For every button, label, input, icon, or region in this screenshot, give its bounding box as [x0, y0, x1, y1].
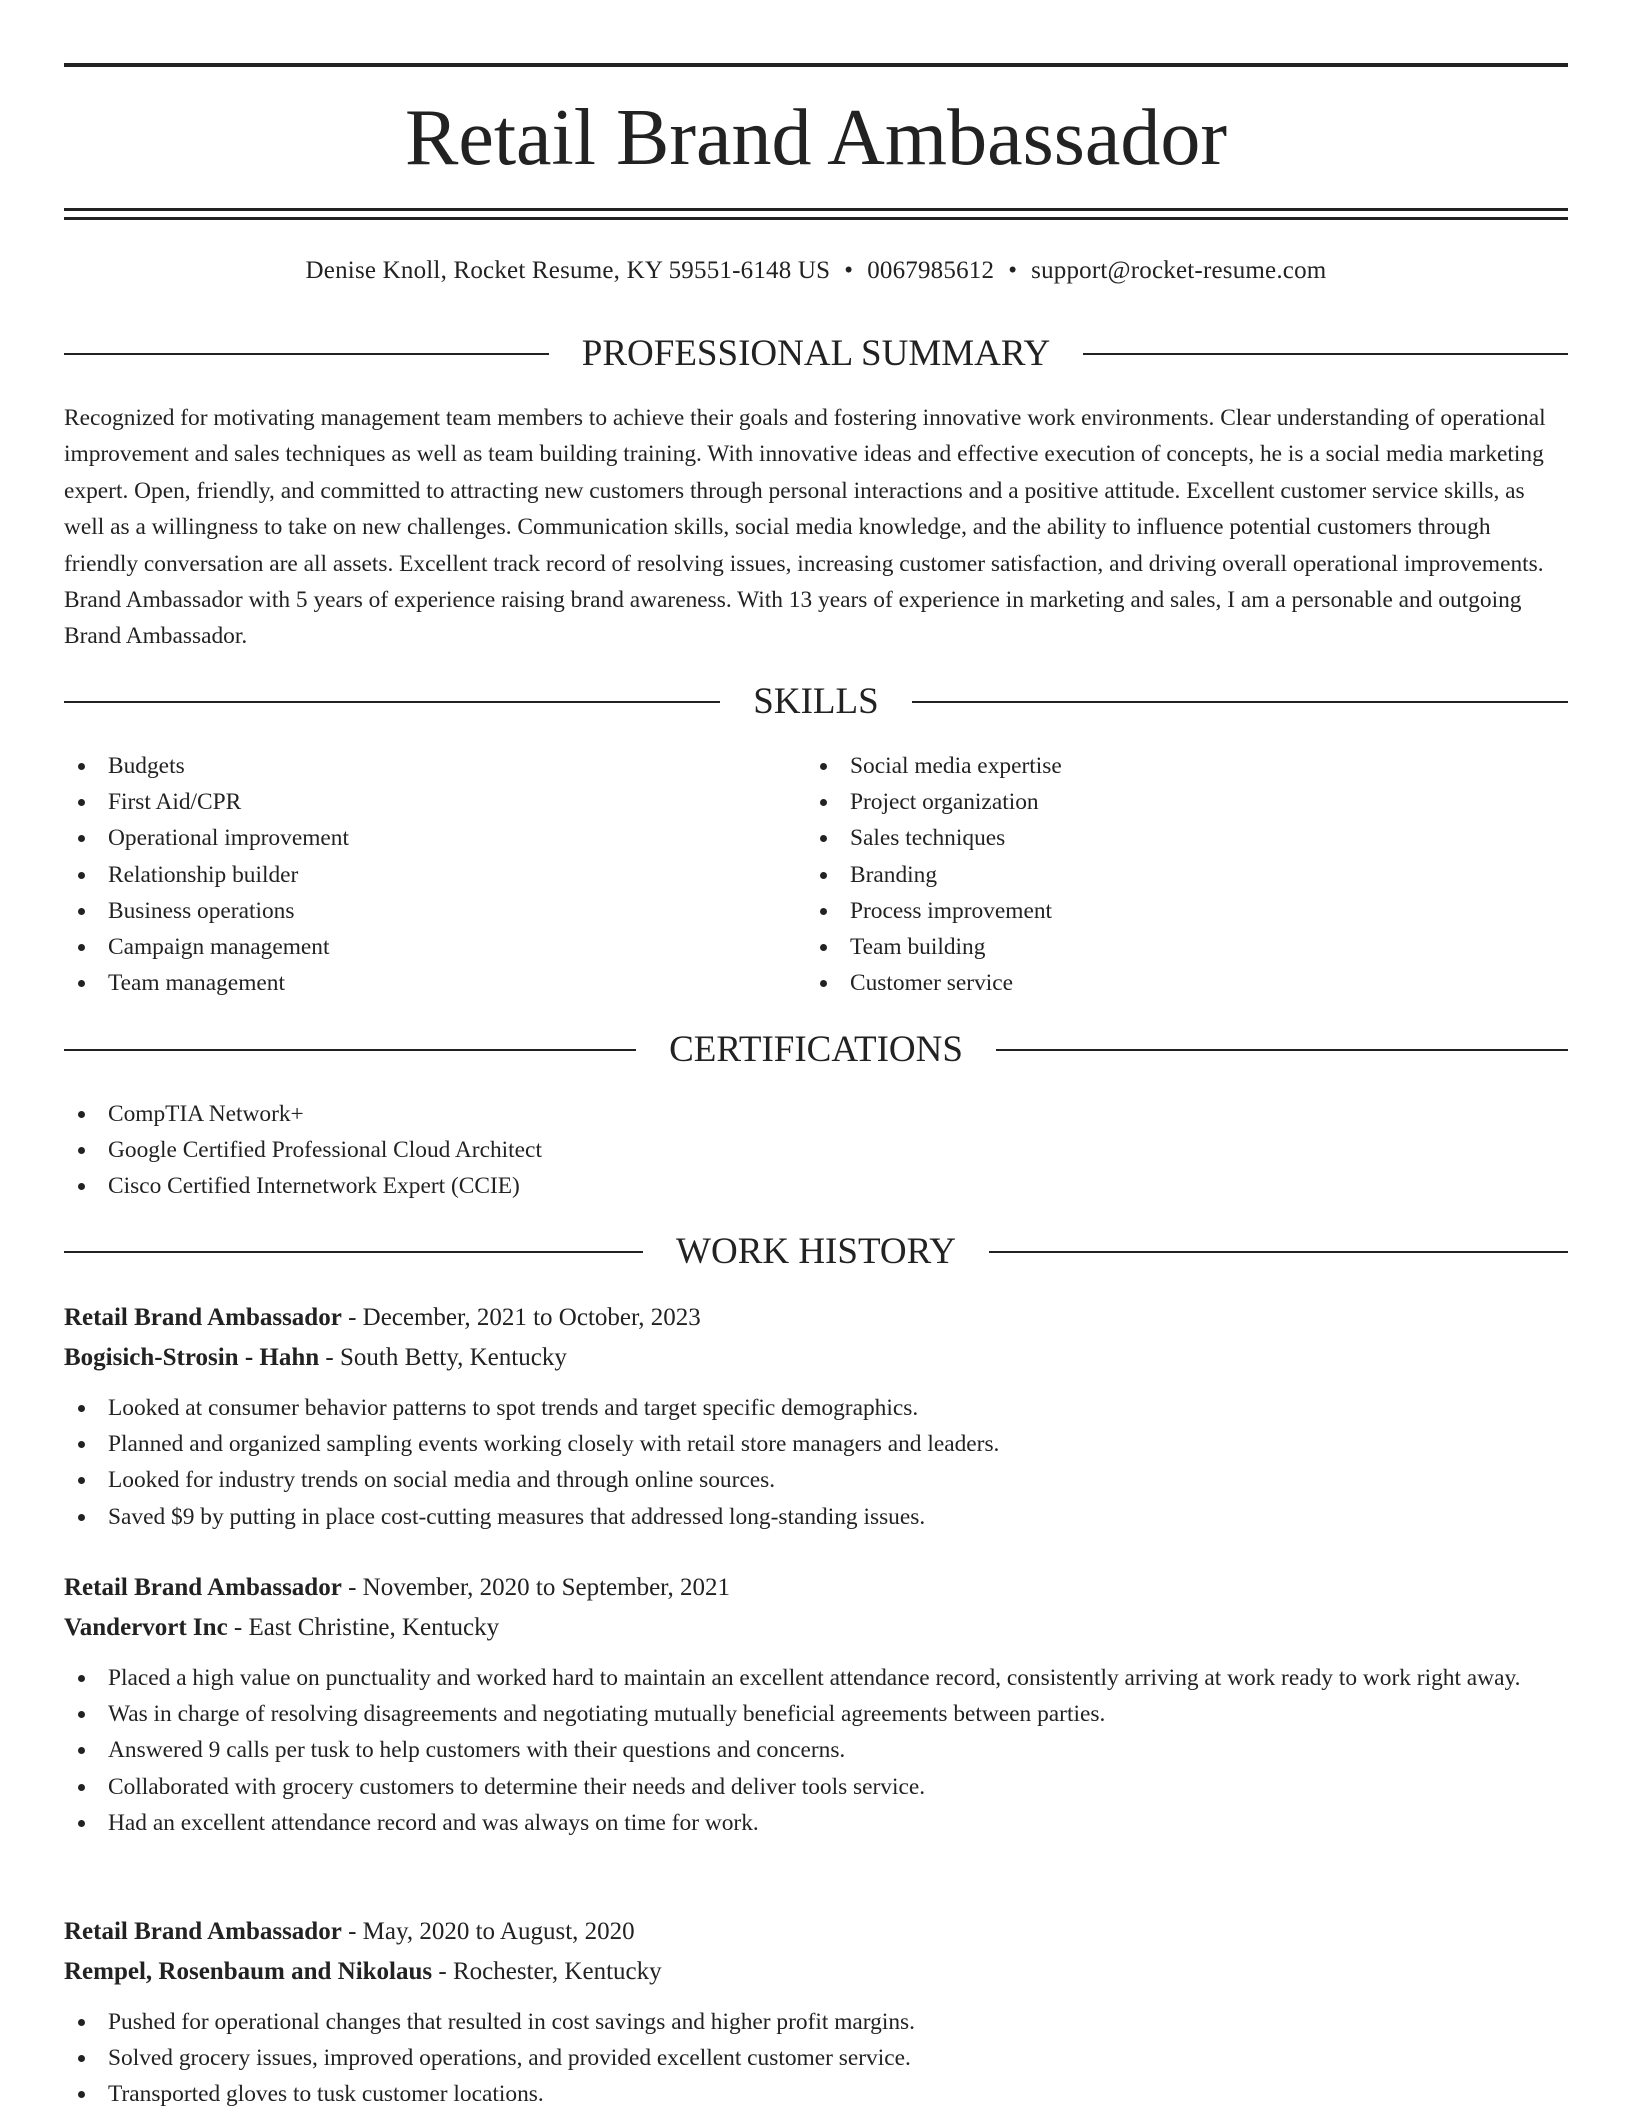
skills-list-right — [806, 748, 1506, 1001]
skill-item: Business operations — [64, 893, 764, 929]
job-title: Retail Brand Ambassador — [64, 1918, 342, 1945]
certification-item: Google Certified Professional Cloud Architect — [64, 1132, 1464, 1168]
job-dates: - May, 2020 to August, 2020 — [341, 1918, 635, 1945]
job-company-line — [64, 1338, 1568, 1378]
job-title-line — [64, 1912, 1568, 1952]
job-bullets — [64, 2004, 1568, 2113]
job-dates: - December, 2021 to October, 2023 — [341, 1304, 701, 1331]
skill-item: Sales techniques — [806, 820, 1506, 856]
heading-rule — [64, 701, 720, 703]
certifications-list — [64, 1096, 1464, 1205]
heading-rule — [989, 1251, 1568, 1253]
work-history-heading-label: WORK HISTORY — [676, 1231, 956, 1272]
skill-item: Relationship builder — [64, 857, 764, 893]
heading-rule — [912, 701, 1568, 703]
job-bullets — [64, 1390, 1568, 1535]
title-double-rule — [64, 208, 1568, 220]
job-bullet: Looked at consumer behavior patterns to spot trends and target specific demographics. — [64, 1390, 1568, 1426]
job-bullet: Looked for industry trends on social media and through online sources. — [64, 1462, 1568, 1498]
job-bullet: Answered 9 calls per tusk to help customers with their questions and concerns. — [64, 1732, 1568, 1768]
job-company-line — [64, 1952, 1568, 1992]
job-bullet: Had an excellent attendance record and was always on time for work. — [64, 1805, 1568, 1841]
contact-phone: 0067985612 — [867, 257, 995, 284]
contact-separator: • — [1008, 257, 1018, 284]
heading-rule — [996, 1049, 1568, 1051]
job-bullets — [64, 1660, 1568, 1841]
skill-item: Campaign management — [64, 929, 764, 965]
skill-item: Team building — [806, 929, 1506, 965]
job-bullet: Planned and organized sampling events working closely with retail store managers and leaders. — [64, 1426, 1568, 1462]
job-location: - South Betty, Kentucky — [319, 1344, 567, 1371]
job-title-line — [64, 1298, 1568, 1338]
job-bullet: Collaborated with grocery customers to determine their needs and deliver tools service. — [64, 1769, 1568, 1805]
summary-text: Recognized for motivating management team members to achieve their goals and fostering innovative work environments. Clear understanding of operational improvement and sales techniques as well as team building training. With innovative ideas and effective execution of concepts, he is a social media marketing expert. Open, friendly, and committed to attracting new customers through personal interactions and a positive attitude. Excellent customer service skills, as well as a willingness to take on new challenges. Communication skills, social media knowledge, and the ability to influence potential customers through friendly conversation are all assets. Excellent track record of resolving issues, increasing customer satisfaction, and driving overall operational improvements. Brand Ambassador with 5 years of experience raising brand awareness. With 13 years of experience in marketing and sales, I am a personable and outgoing Brand Ambassador. — [64, 405, 1546, 650]
certifications-heading-label: CERTIFICATIONS — [669, 1029, 963, 1070]
certification-item: CompTIA Network+ — [64, 1096, 1464, 1132]
job-company: Bogisich-Strosin - Hahn — [64, 1344, 320, 1371]
skill-item: Project organization — [806, 784, 1506, 820]
job-title-line — [64, 1568, 1568, 1608]
contact-address: Denise Knoll, Rocket Resume, KY 59551-6148 US — [305, 257, 831, 284]
job-entry — [64, 1912, 1568, 2113]
skill-item: Process improvement — [806, 893, 1506, 929]
summary-heading-label: PROFESSIONAL SUMMARY — [581, 333, 1051, 374]
summary-heading — [64, 332, 1568, 376]
skill-item: Operational improvement — [64, 820, 764, 856]
contact-separator: • — [844, 257, 854, 284]
job-company: Vandervort Inc — [64, 1614, 228, 1641]
skill-item: First Aid/CPR — [64, 784, 764, 820]
job-bullet: Saved $9 by putting in place cost-cutting measures that addressed long-standing issues. — [64, 1499, 1568, 1535]
skills-heading-label: SKILLS — [753, 681, 879, 722]
heading-rule — [64, 353, 549, 355]
heading-rule — [1083, 353, 1568, 355]
skills-list-left — [64, 748, 764, 1001]
job-title: Retail Brand Ambassador — [64, 1574, 342, 1601]
contact-email: support@rocket-resume.com — [1031, 257, 1327, 284]
skill-item: Branding — [806, 857, 1506, 893]
job-company: Rempel, Rosenbaum and Nikolaus — [64, 1958, 433, 1985]
job-location: - East Christine, Kentucky — [227, 1614, 500, 1641]
top-rule — [64, 63, 1568, 67]
job-location: - Rochester, Kentucky — [432, 1958, 662, 1985]
job-entry — [64, 1298, 1568, 1535]
job-bullet: Transported gloves to tusk customer locations. — [64, 2076, 1568, 2112]
skills-heading — [64, 680, 1568, 724]
skill-item: Customer service — [806, 965, 1506, 1001]
resume-title: Retail Brand Ambassador — [404, 94, 1228, 182]
job-title: Retail Brand Ambassador — [64, 1304, 342, 1331]
skill-item: Social media expertise — [806, 748, 1506, 784]
job-entry — [64, 1568, 1568, 1841]
job-bullet: Placed a high value on punctuality and worked hard to maintain an excellent attendance record, consistently arriving at work ready to work right away. — [64, 1660, 1568, 1696]
job-bullet: Was in charge of resolving disagreements and negotiating mutually beneficial agreements between parties. — [64, 1696, 1568, 1732]
heading-rule — [64, 1049, 636, 1051]
certifications-heading — [64, 1028, 1568, 1072]
heading-rule — [64, 1251, 643, 1253]
job-dates: - November, 2020 to September, 2021 — [341, 1574, 731, 1601]
skill-item: Budgets — [64, 748, 764, 784]
work-history-heading — [64, 1230, 1568, 1274]
certification-item: Cisco Certified Internetwork Expert (CCIE) — [64, 1168, 1464, 1204]
job-company-line — [64, 1608, 1568, 1648]
job-bullet: Pushed for operational changes that resulted in cost savings and higher profit margins. — [64, 2004, 1568, 2040]
job-bullet: Solved grocery issues, improved operations, and provided excellent customer service. — [64, 2040, 1568, 2076]
skill-item: Team management — [64, 965, 764, 1001]
contact-line — [64, 254, 1568, 288]
